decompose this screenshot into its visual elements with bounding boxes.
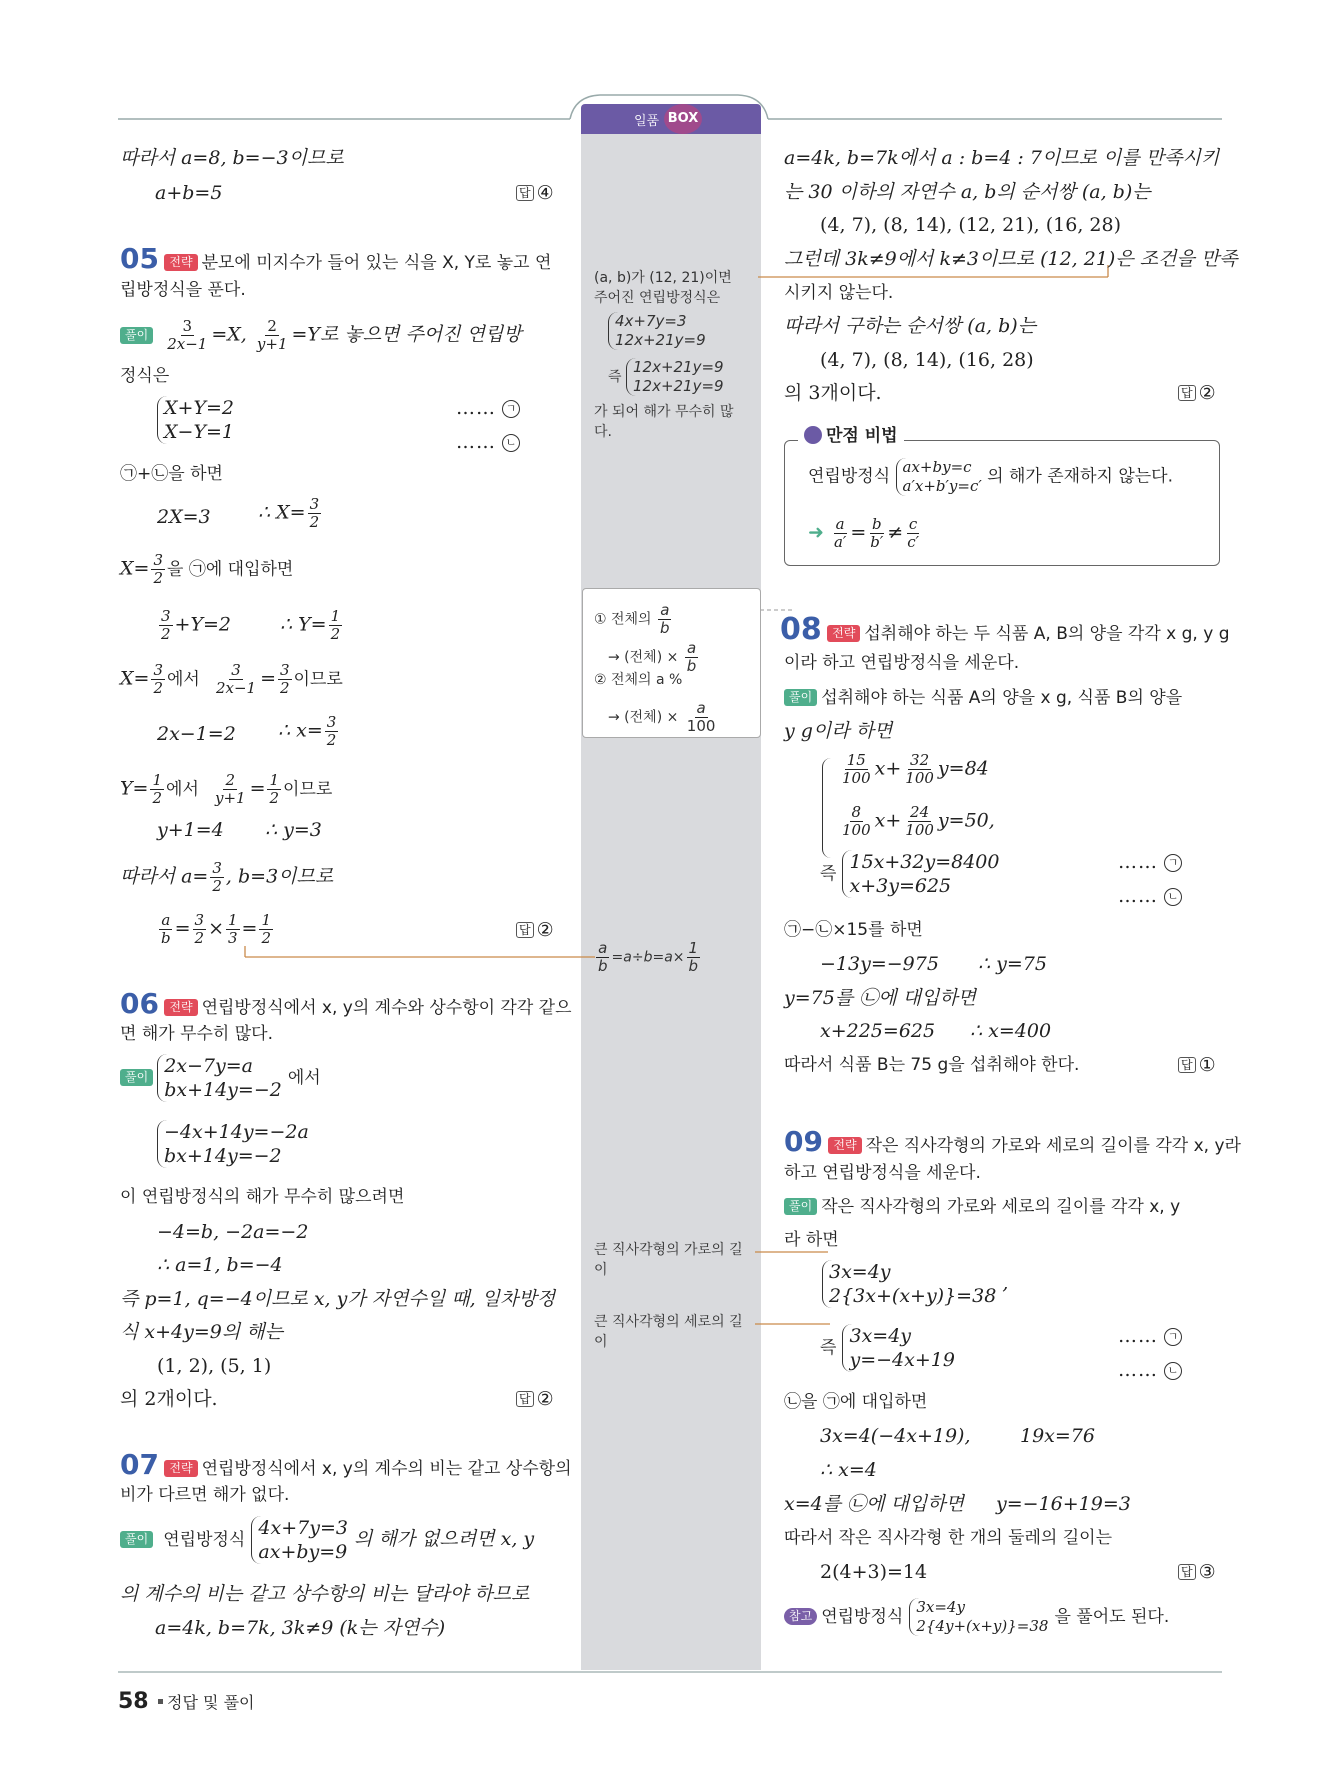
formula-2b: → (전체) × $\frac{a}{100}$ [608, 699, 716, 735]
text-line: $\frac{15}{100}$ x+ $\frac{32}{100}$ y=84 [842, 751, 989, 787]
text-line: 는 30 이하의 자연수 a, b의 순서쌍 (a, b)는 [784, 181, 1151, 203]
text-line: 2(4+3)=14 [820, 1561, 928, 1583]
problem-06-header: 06 전략 연립방정식에서 x, y의 계수와 상수항이 각각 같으 [120, 987, 572, 1020]
text-line: (4, 7), (8, 14), (12, 21), (16, 28) [820, 214, 1122, 236]
answer-mark: 답 ④ [516, 181, 554, 205]
text-line: ∴ X= $\frac{3}{2}$ [258, 495, 320, 531]
text-line: 시키지 않는다. [784, 283, 894, 303]
text-line: X= $\frac{3}{2}$ 에서 $\frac{3}{2x-1}$ = $\frac{3}{2}$ 이므로 [120, 661, 343, 697]
text-line: 의 3개이다. [784, 382, 882, 404]
problem-07-solution: 풀이 연립방정식 4x+7y=3 ax+by=9 의 해가 없으려면 x, y [120, 1516, 534, 1564]
equation-system [822, 758, 831, 858]
side-note-1-system2: 즉 12x+21y=9 12x+21y=9 [608, 358, 724, 395]
text-line: 그런데 3k≠9에서 k≠3이므로 (12, 21)은 조건을 만족 [784, 248, 1238, 270]
problem-08-strategy: 이라 하고 연립방정식을 세운다. [784, 653, 1020, 673]
problem-05-header: 05 전략 분모에 미지수가 들어 있는 식을 X, Y로 놓고 연 [120, 242, 552, 275]
label-b: …… ㄴ [456, 430, 520, 454]
text-line: 의 2개이다. [120, 1388, 218, 1410]
text-line: ㉠−㉡×15를 하면 [784, 920, 923, 940]
text-line: ∴ y=3 [265, 819, 322, 841]
answer-mark: 답 ② [516, 918, 554, 942]
text-line: ㉡을 ㉠에 대입하면 [784, 1392, 928, 1412]
side-note-1-end: 가 되어 해가 무수히 많 다. [594, 404, 734, 440]
text-line: ∴ a=1, b=−4 [157, 1254, 283, 1276]
problem-09-strategy: 하고 연립방정식을 세운다. [784, 1163, 981, 1183]
text-line: a=4k, b=7k, 3k≠9 (k는 자연수) [155, 1617, 446, 1639]
text-line: 3x=4(−4x+19), [820, 1425, 971, 1447]
text-line: 이 연립방정식의 해가 무수히 많으려면 [120, 1187, 405, 1207]
tip-ratio: ➜ $\frac{a}{a'}$ = $\frac{b}{b'}$ ≠ $\frac{c}{c'}$ [808, 515, 919, 551]
text-line: 식 x+4y=9의 해는 [120, 1321, 283, 1343]
problem-08-solution: 풀이 섭취해야 하는 식품 A의 양을 x g, 식품 B의 양을 [784, 686, 1182, 710]
problem-05-solution: 풀이 $\frac{3}{2x-1}$ =X, $\frac{2}{y+1}$ =Y로 놓으면 주어진 연립방 [120, 318, 522, 353]
equation-system: −4x+14y=−2a bx+14y=−2 [157, 1120, 309, 1168]
text-line: x+225=625 [820, 1020, 936, 1042]
text-line: a+b=5 [155, 182, 223, 204]
answer-mark: 답 ① [1178, 1053, 1216, 1077]
side-note-1-system: 4x+7y=3 12x+21y=9 [608, 312, 706, 350]
text-line: ∴ x=4 [820, 1459, 877, 1481]
text-line: 따라서 식품 B는 75 g을 섭취해야 한다. [784, 1055, 1080, 1075]
text-line: y+1=4 [157, 819, 224, 841]
text-line: y g이라 하면 [784, 720, 893, 742]
text-line: 따라서 구하는 순서쌍 (a, b)는 [784, 315, 1037, 337]
page-footer: 58 정답 및 풀이 [118, 1689, 255, 1714]
reference-note: 참고 연립방정식 3x=4y 2{4y+(x+y)}=38 을 풀어도 된다. [784, 1598, 1169, 1636]
text-line: 라 하면 [784, 1230, 839, 1250]
equation-system: X+Y=2 X−Y=1 [157, 396, 234, 444]
text-line: x=4를 ㉡에 대입하면 [784, 1493, 964, 1515]
text-line: 정식은 [120, 366, 170, 386]
side-note-1: (a, b)가 (12, 21)이면 주어진 연립방정식은 [594, 270, 732, 306]
text-line: 2x−1=2 [157, 723, 236, 745]
text-line: $\frac{a}{b}$ = $\frac{3}{2}$ × $\frac{1}{3}$ = $\frac{1}{2}$ [161, 911, 272, 947]
problem-07-strategy: 비가 다르면 해가 없다. [120, 1485, 290, 1505]
answer-mark: 답 ② [516, 1387, 554, 1411]
text-line: 2X=3 [157, 506, 211, 528]
problem-06-strategy: 면 해가 무수히 많다. [120, 1024, 273, 1044]
formula-1b: → (전체) × $\frac{a}{b}$ [608, 639, 697, 675]
text-line: ∴ Y= $\frac{1}{2}$ [280, 607, 341, 643]
text-line: −4=b, −2a=−2 [157, 1221, 309, 1243]
problem-08-header: 08 전략 섭취해야 하는 두 식품 A, B의 양을 각각 x g, y g [780, 612, 1230, 647]
problem-09-header: 09 전략 작은 직사각형의 가로와 세로의 길이를 각각 x, y라 [784, 1125, 1241, 1158]
text-line: ∴ x= $\frac{3}{2}$ [278, 713, 337, 749]
text-line: Y= $\frac{1}{2}$ 에서 $\frac{2}{y+1}$ = $\frac{1}{2}$ 이므로 [120, 771, 333, 807]
answer-mark: 답 ② [1178, 381, 1216, 405]
text-line: ㉠+㉡을 하면 [120, 464, 223, 484]
side-note-height: 큰 직사각형의 세로의 길 이 [594, 1314, 743, 1350]
side-note-div: $\frac{a}{b}$ =a÷b=a× $\frac{1}{b}$ [598, 939, 699, 975]
equation-system: 즉 3x=4y y=−4x+19 [820, 1325, 955, 1371]
formula-2: ② 전체의 a % [594, 672, 683, 688]
text-line: ∴ x=400 [970, 1020, 1052, 1042]
problem-05-strategy: 립방정식을 푼다. [120, 280, 246, 300]
problem-09-solution: 풀이 작은 직사각형의 가로와 세로의 길이를 각각 x, y [784, 1195, 1180, 1219]
text-line: ∴ y=75 [978, 953, 1047, 975]
side-note-width: 큰 직사각형의 가로의 길 이 [594, 1242, 743, 1278]
text-line: (1, 2), (5, 1) [157, 1355, 272, 1377]
text-line: 19x=76 [1020, 1425, 1095, 1447]
text-line: 따라서 작은 직사각형 한 개의 둘레의 길이는 [784, 1528, 1113, 1548]
text-line: (4, 7), (8, 14), (16, 28) [820, 349, 1034, 371]
answer-mark: 답 ③ [1178, 1560, 1216, 1584]
problem-07-header: 07 전략 연립방정식에서 x, y의 계수의 비는 같고 상수항의 [120, 1448, 572, 1481]
tip-line: 연립방정식 ax+by=c a′x+b′y=c′ 의 해가 존재하지 않는다. [808, 458, 1174, 495]
text-line: 따라서 a= $\frac{3}{2}$ , b=3이므로 [120, 859, 334, 895]
text-line: a=4k, b=7k에서 a : b=4 : 7이므로 이를 만족시키 [784, 147, 1220, 169]
text-line: 즉 p=1, q=−4이므로 x, y가 자연수일 때, 일차방정 [120, 1288, 556, 1310]
text-line: −13y=−975 [820, 953, 939, 975]
box-badge: BOX [664, 104, 702, 134]
label-b: …… ㄴ [1118, 1358, 1182, 1382]
text-line: 따라서 a=8, b=−3이므로 [120, 147, 344, 169]
text-line: 의 계수의 비는 같고 상수항의 비는 달라야 하므로 [120, 1583, 530, 1605]
box-label-text: 일품 [634, 114, 660, 129]
formula-1: ① 전체의 $\frac{a}{b}$ [594, 601, 670, 637]
text-line: $\frac{3}{2}$ +Y=2 [161, 607, 232, 643]
text-line: y=75를 ㉡에 대입하면 [784, 987, 977, 1009]
equation-system: 즉 15x+32y=8400 x+3y=625 [820, 851, 1000, 897]
text-line: X= $\frac{3}{2}$ 을 ㉠에 대입하면 [120, 551, 294, 587]
equation-system: 풀이 2x−7y=a bx+14y=−2 에서 [120, 1054, 321, 1102]
label-a: …… ㄱ [456, 396, 520, 420]
label-b: …… ㄴ [1118, 884, 1182, 908]
label-a: …… ㄱ [1118, 1324, 1182, 1348]
equation-system: 3x=4y 2{3x+(x+y)}=38 , [822, 1260, 1008, 1308]
text-line: $\frac{8}{100}$ x+ $\frac{24}{100}$ y=50, [842, 803, 995, 839]
text-line: y=−16+19=3 [996, 1493, 1131, 1515]
tip-title: 만점 비법 [798, 424, 904, 448]
label-a: …… ㄱ [1118, 850, 1182, 874]
